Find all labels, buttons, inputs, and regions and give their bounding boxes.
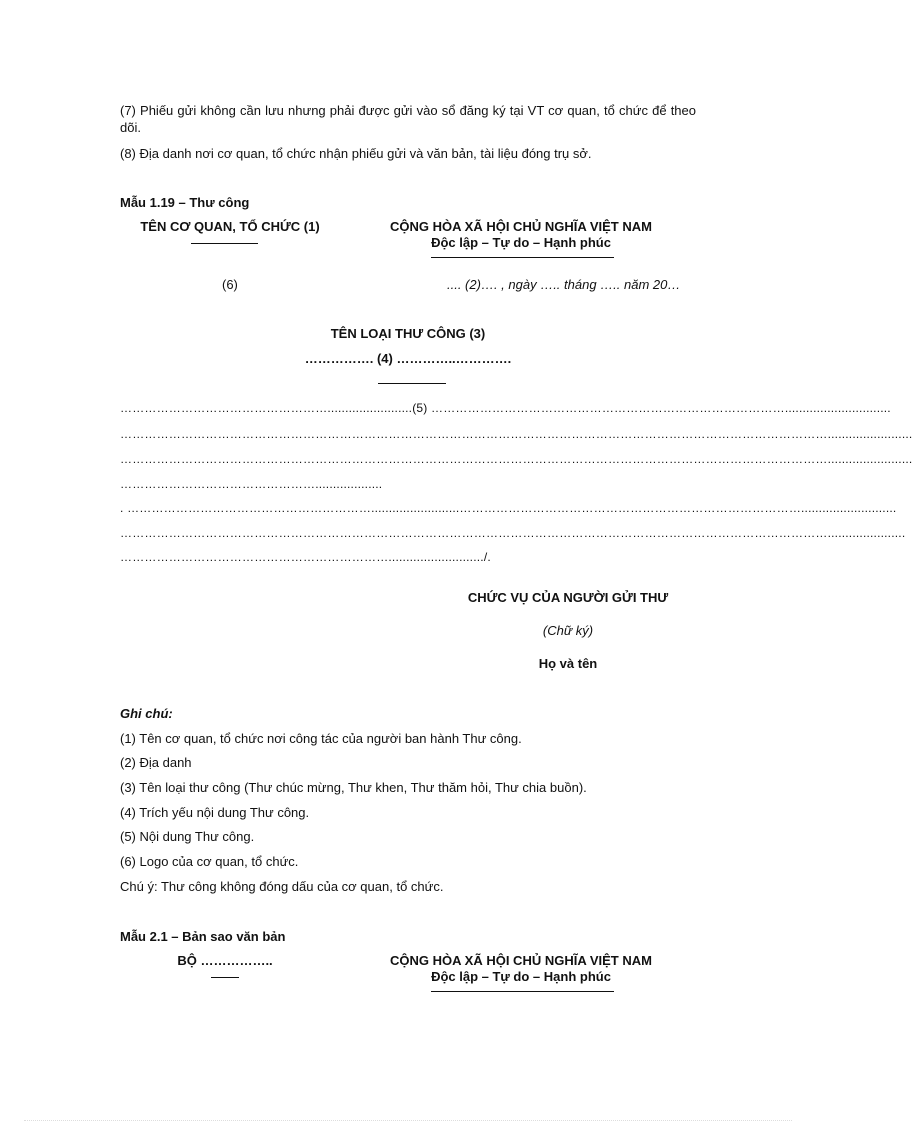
page-edge-divider [24,1120,792,1121]
note-item: (3) Tên loại thư công (Thư chúc mừng, Thư khen, Thư thăm hỏi, Thư chia buồn). [120,780,587,795]
place-date-line: .... (2)…. , ngày ….. tháng ….. năm 20… [447,277,681,292]
content-line: ……………………………………………........................(5) …………………………………………………………………………….............................. [120,401,891,415]
content-line: …………………………………………………………………………………………………………………………………………………………........................ [120,427,912,441]
org-underline [191,243,258,244]
note-item: (4) Trích yếu nội dung Thư công. [120,805,310,820]
motto-underline-2 [431,991,614,992]
content-line: . …………………………………………………….........................…………………………………………………………………………........................... [120,501,897,515]
summary-underline [378,383,446,384]
content-line: …………………………………………………………………………………………………………………………………………………………........................ [120,452,912,466]
content-line: …………………………………………................... [120,477,383,491]
notes-heading: Ghi chú: [120,706,173,721]
logo-placeholder: (6) [222,277,238,292]
note-7: (7) Phiếu gửi không cần lưu nhưng phải được gửi vào sổ đăng ký tại VT cơ quan, tổ chức để theo dõi. [120,103,696,135]
note-item: (1) Tên cơ quan, tổ chức nơi công tác của người ban hành Thư công. [120,731,522,746]
form-2-1-heading: Mẫu 2.1 – Bản sao văn bản [120,929,286,944]
nation-title: CỘNG HÒA XÃ HỘI CHỦ NGHĨA VIỆT NAM [390,219,652,234]
signature-placeholder: (Chữ ký) [542,623,594,638]
ministry-underline [211,977,239,978]
note-caution: Chú ý: Thư công không đóng dấu của cơ quan, tổ chức. [120,879,444,894]
content-line: ………………………………………………………….........................../. [120,550,491,564]
signer-title: CHỨC VỤ CỦA NGƯỜI GỬI THƯ [467,590,669,605]
ministry-name: BỘ …………….. [177,953,273,968]
motto: Độc lập – Tự do – Hạnh phúc [431,235,611,250]
form-1-19-heading: Mẫu 1.19 – Thư công [120,195,250,210]
signer-name: Họ và tên [538,656,598,671]
note-item: (2) Địa danh [120,755,192,770]
letter-summary: ……………. (4) …………..…………. [304,351,512,366]
note-item: (5) Nội dung Thư công. [120,829,255,844]
motto-2: Độc lập – Tự do – Hạnh phúc [431,969,611,984]
nation-title-2: CỘNG HÒA XÃ HỘI CHỦ NGHĨA VIỆT NAM [390,953,652,968]
content-line: …………………………………………………………………………………………………………………………………………………………...................... [120,526,906,540]
motto-underline [431,257,614,258]
note-item: (6) Logo của cơ quan, tổ chức. [120,854,299,869]
letter-type-title: TÊN LOẠI THƯ CÔNG (3) [330,326,486,341]
note-8: (8) Địa danh nơi cơ quan, tổ chức nhận phiếu gửi và văn bản, tài liệu đóng trụ sở. [120,146,592,161]
org-name: TÊN CƠ QUAN, TỔ CHỨC (1) [140,219,320,234]
